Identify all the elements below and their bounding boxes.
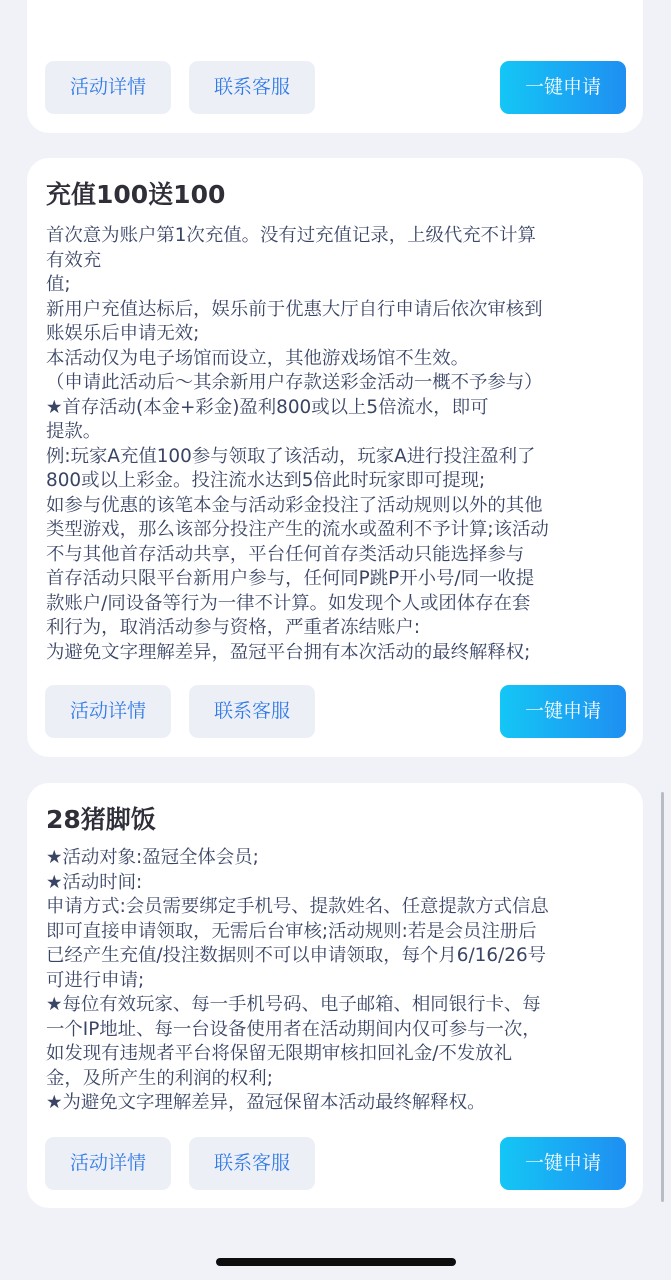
description-line: （申请此活动后～其余新用户存款送彩金活动一概不予参与） — [46, 372, 543, 393]
description-line: 有效充 — [46, 249, 102, 271]
description-line: 首次意为账户第1次充值。没有过充值记录，上级代充不计算 — [46, 225, 536, 246]
promo-title: 28猪脚饭 — [46, 805, 156, 834]
description-line: 首存活动只限平台新用户参与，任何同P跳P开小号/同一收提 — [46, 568, 535, 589]
promo-card-1 — [27, 0, 643, 133]
promo-description — [46, 224, 630, 665]
description-line: ★为避免文字理解差异，盈冠保留本活动最终解释权。 — [46, 1092, 486, 1113]
contact-support-button[interactable]: 联系客服 — [189, 685, 315, 738]
description-line: 如发现有违规者平台将保留无限期审核扣回礼金/不发放礼 — [46, 1043, 512, 1064]
contact-support-button[interactable]: 联系客服 — [189, 1137, 315, 1190]
description-line: 金，及所产生的利润的权利; — [46, 1067, 273, 1089]
scrollbar[interactable] — [661, 792, 664, 1202]
promo-card-2 — [27, 158, 643, 757]
description-line: 如参与优惠的该笔本金与活动彩金投注了活动规则以外的其他 — [46, 494, 543, 516]
description-line: ★每位有效玩家、每一手机号码、电子邮箱、相同银行卡、每 — [46, 994, 541, 1015]
activity-details-button[interactable]: 活动详情 — [45, 685, 171, 738]
one-click-apply-button[interactable]: 一键申请 — [500, 685, 626, 738]
description-line: 可进行申请; — [46, 969, 145, 991]
description-line: 不与其他首存活动共享，平台任何首存类活动只能选择参与 — [46, 543, 525, 565]
description-line: 例:玩家A充值100参与领取了该活动，玩家A进行投注盈利了 — [46, 445, 536, 467]
promo-title: 充值100送100 — [46, 180, 226, 209]
description-line: 款账户/同设备等行为一律不计算。如发现个人或团体存在套 — [46, 592, 531, 614]
description-line: ★活动时间: — [46, 871, 143, 893]
promo-description — [46, 846, 630, 1116]
description-line: 类型游戏，那么该部分投注产生的流水或盈利不予计算;该活动 — [46, 519, 549, 540]
description-line: 新用户充值达标后，娱乐前于优惠大厅自行申请后依次审核到 — [46, 298, 543, 320]
description-line: 一个IP地址、每一台设备使用者在活动期间内仅可参与一次， — [46, 1018, 541, 1040]
description-line: 为避免文字理解差异，盈冠平台拥有本次活动的最终解释权; — [46, 641, 531, 663]
contact-support-button[interactable]: 联系客服 — [189, 61, 315, 114]
one-click-apply-button[interactable]: 一键申请 — [500, 61, 626, 114]
description-line: 账娱乐后申请无效; — [46, 323, 200, 344]
description-line: ★活动对象:盈冠全体会员; — [46, 847, 259, 868]
description-line: 即可直接申请领取，无需后台审核;活动规则:若是会员注册后 — [46, 920, 537, 942]
description-line: 已经产生充值/投注数据则不可以申请领取，每个月6/16/26号 — [46, 945, 547, 966]
home-indicator[interactable] — [216, 1258, 456, 1266]
description-line: ★首存活动(本金+彩金)盈利800或以上5倍流水，即可 — [46, 396, 489, 418]
one-click-apply-button[interactable]: 一键申请 — [500, 1137, 626, 1190]
description-line: 值; — [46, 274, 71, 295]
description-line: 提款。 — [46, 421, 102, 442]
promo-card-3 — [27, 783, 643, 1208]
activity-details-button[interactable]: 活动详情 — [45, 1137, 171, 1190]
description-line: 800或以上彩金。投注流水达到5倍此时玩家即可提现; — [46, 470, 486, 491]
description-line: 申请方式:会员需要绑定手机号、提款姓名、任意提款方式信息 — [46, 896, 549, 917]
description-line: 本活动仅为电子场馆而设立，其他游戏场馆不生效。 — [46, 347, 469, 369]
description-line: 利行为，取消活动参与资格，严重者冻结账户: — [46, 617, 421, 638]
activity-details-button[interactable]: 活动详情 — [45, 61, 171, 114]
